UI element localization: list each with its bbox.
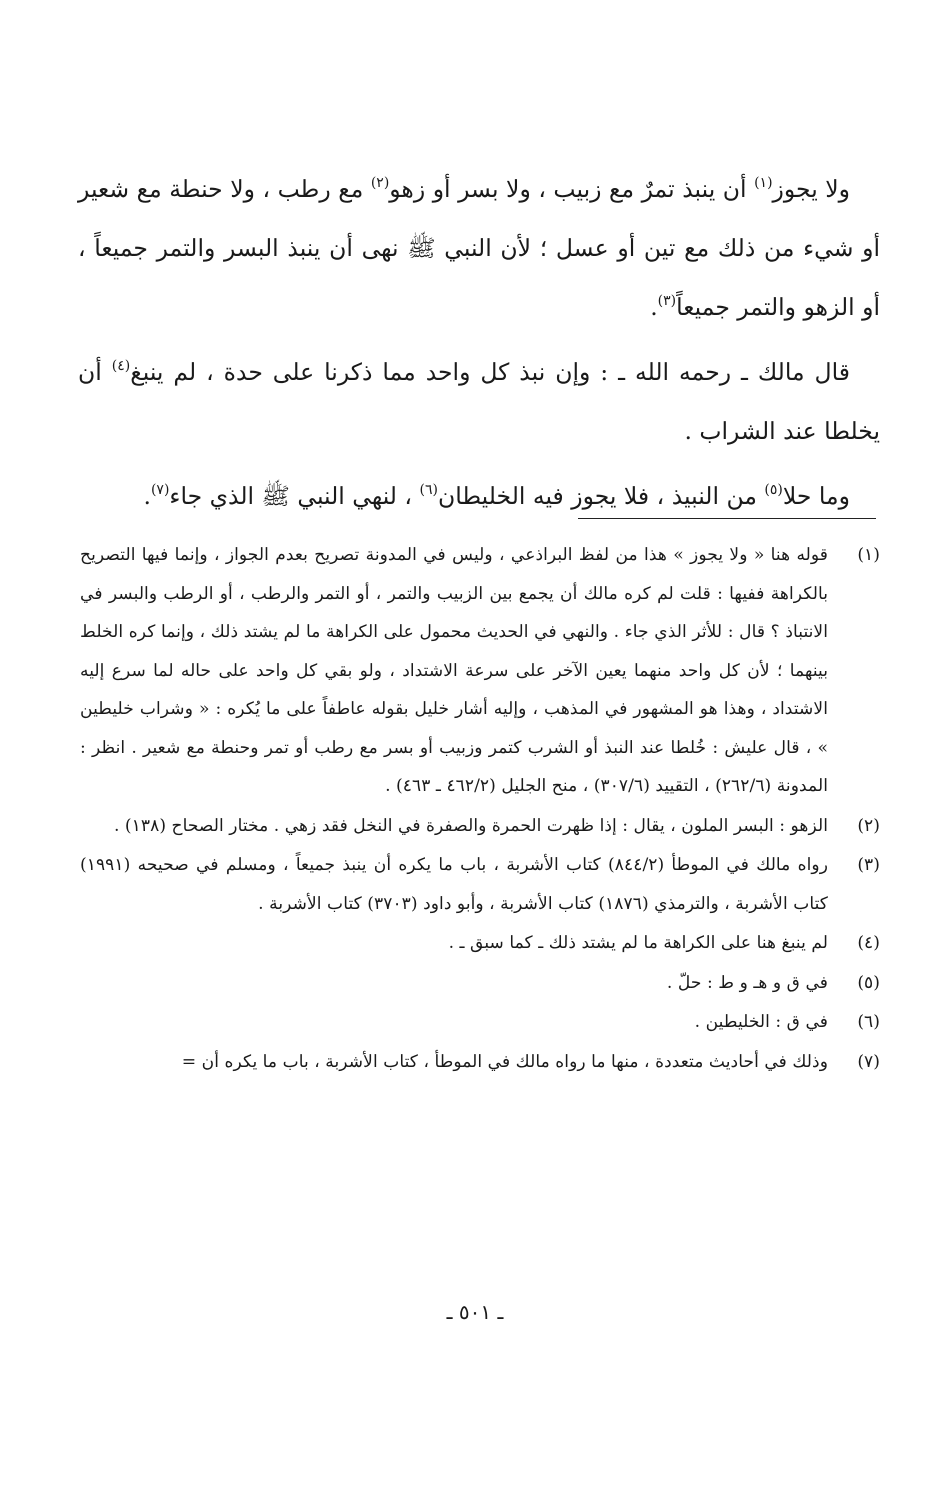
- footnote-number: (٧): [857, 1051, 880, 1072]
- footnote-4: [80, 924, 880, 963]
- footnote-text: رواه مالك في الموطأ (٨٤٤/٢) كتاب الأشربة ، باب ما يكره أن ينبذ جميعاً ، ومسلم في صحيحه (١٩٩١) كتاب الأشربة ، والترمذي (١٨٧٦) كتاب الأشربة ، وأبو داود (٣٧٠٣) كتاب الأشربة .: [80, 855, 828, 914]
- footnote-number: (٢): [857, 815, 880, 836]
- footnote-ref-1: (١): [754, 175, 773, 191]
- paragraph-2-text: أن يخلطا عند الشراب .: [78, 358, 880, 445]
- footnote-ref-4: (٤): [111, 358, 131, 374]
- main-text: [78, 160, 880, 526]
- footnote-number: (٥): [857, 972, 880, 993]
- footnote-number: (٦): [857, 1012, 880, 1032]
- footnote-number: (١): [857, 545, 880, 565]
- footnote-text: لم ينبغ هنا على الكراهة ما لم يشتد ذلك ـ كما سبق ـ .: [448, 933, 828, 953]
- footnote-7: [80, 1043, 880, 1082]
- footnote-number: (٤): [857, 933, 880, 953]
- paragraph-2: [78, 343, 880, 461]
- footnote-2: [80, 807, 880, 846]
- page-number: ـ ٥٠١ ـ: [446, 1300, 504, 1324]
- footnote-number: (٣): [857, 855, 880, 875]
- paragraph-3-text: ، لنهي النبي ﷺ الذي جاء: [169, 482, 420, 510]
- footnote-text: في ق : الخليطين .: [694, 1012, 828, 1032]
- paragraph-1-text: .: [650, 293, 658, 321]
- paragraph-1-text: أن ينبذ تمرٌ مع زبيب ، ولا بسر أو زهو: [389, 175, 755, 203]
- footnote-ref-7: (٧): [150, 482, 170, 498]
- paragraph-3-text: من النبيذ ، فلا يجوز فيه الخليطان: [437, 482, 765, 510]
- footnote-ref-2: (٢): [370, 175, 390, 191]
- footnote-text: في ق و هـ و ط : حلّ .: [666, 972, 828, 993]
- paragraph-1: [78, 160, 880, 337]
- footnote-ref-6: (٦): [419, 482, 438, 498]
- footnote-6: [80, 1003, 880, 1042]
- footnote-divider: [578, 518, 876, 519]
- footnote-1: [80, 536, 880, 806]
- paragraph-2-text: قال مالك ـ رحمه الله ـ : وإن نبذ كل واحد مما ذكرنا على حدة ، لم ينبغ: [130, 358, 850, 386]
- paragraph-3-text: وما حلا: [782, 482, 850, 510]
- footnote-ref-5: (٥): [764, 482, 783, 498]
- footnote-text: وذلك في أحاديث متعددة ، منها ما رواه مالك في الموطأ ، كتاب الأشربة ، باب ما يكره أن =: [181, 1051, 828, 1072]
- footnote-5: [80, 964, 880, 1003]
- footnotes: [80, 536, 880, 1081]
- footnote-text: قوله هنا « ولا يجوز » هذا من لفظ البراذعي ، وليس في المدونة تصريح بعدم الجواز ، وإنما فيها التصريح بالكراهة ففيها : قلت لم كره مالك أن يجمع بين الزبيب والتمر ، أو التمر والرطب ، أو الرطب والبسر في الانتباذ ؟ قال : للأثر الذي جاء . والنهي في الحديث محمول على الكراهة ما لم يشتد ذلك ، وإنما كره الخلط بينهما ؛ لأن كل واحد منهما يعين الآخر على سرعة الاشتداد ، ولو بقي كل واحد على حاله لما سرع إليه الاشتداد ، وهذا هو المشهور في المذهب ، وإليه أشار خليل بقوله عاطفاً على ما يُكره : « وشراب خليطين » ، قال عليش : خُلطا عند النبذ أو الشرب كتمر وزبيب أو بسر مع رطب أو تمر وحنطة مع شعير . انظر : المدونة (٢٦٢/٦) ، التقييد (٣٠٧/٦) ، منح الجليل (٤٦٢/٢ ـ ٤٦٣) .: [80, 545, 828, 796]
- paragraph-1-text: مع رطب ، ولا حنطة مع شعير أو شيء من ذلك مع تين أو عسل ؛ لأن النبي ﷺ نهى أن ينبذ البسر والتمر جميعاً ، أو الزهو والتمر جميعاً: [78, 175, 880, 321]
- footnote-text: الزهو : البسر الملون ، يقال : إذا ظهرت الحمرة والصفرة في النخل فقد زهي . مختار الصحاح (١٣٨) .: [113, 815, 828, 836]
- paragraph-1-text: ولا يجوز: [772, 175, 851, 203]
- footnote-ref-3: (٣): [657, 293, 677, 309]
- footnote-3: [80, 846, 880, 923]
- paragraph-3-text: .: [143, 482, 151, 510]
